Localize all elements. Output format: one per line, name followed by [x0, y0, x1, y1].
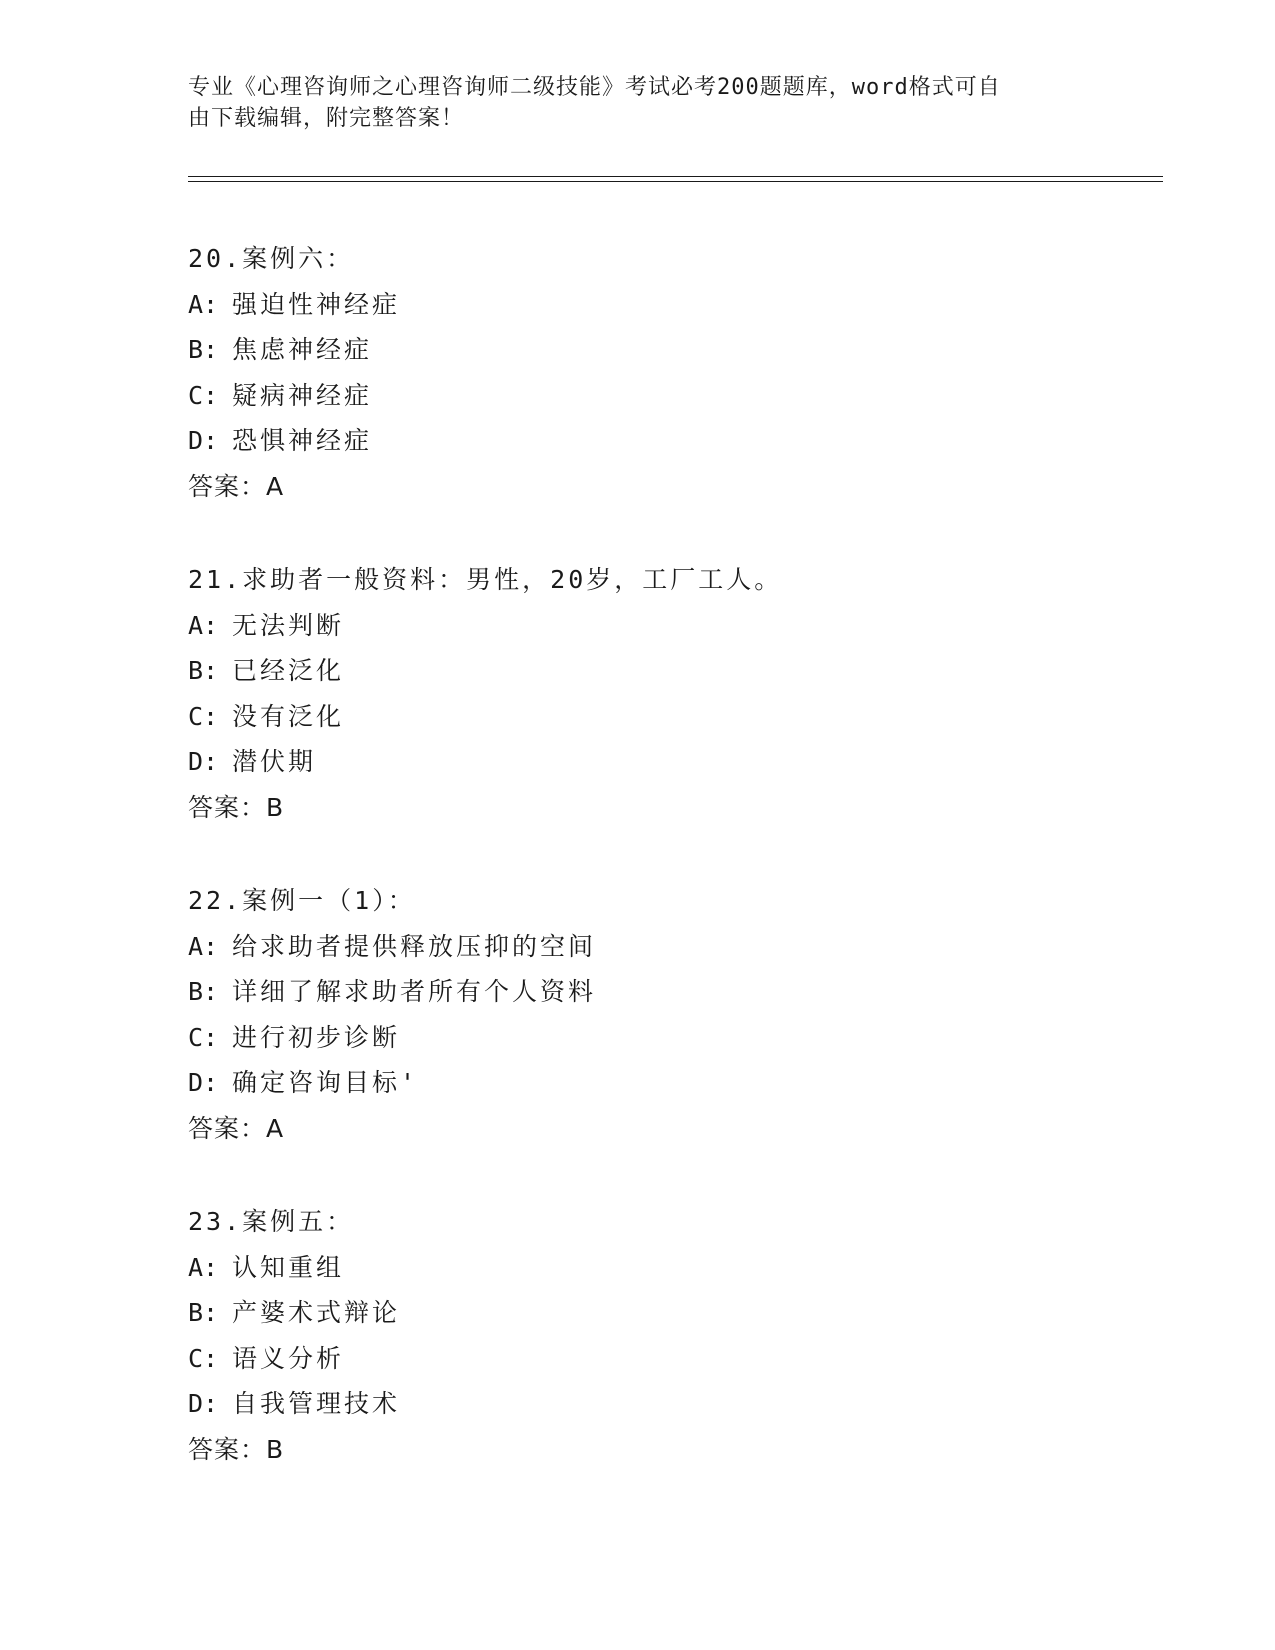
option-c [188, 1336, 1088, 1382]
question-stem: 21.求助者一般资料：男性，20岁，工厂工人。 [188, 565, 783, 594]
header-divider-bottom [188, 181, 1163, 182]
option-b [188, 327, 1088, 373]
header-line-2: 由下载编辑，附完整答案！ [188, 106, 465, 131]
option-b [188, 648, 1088, 694]
answer-line: 答案：B [188, 1434, 285, 1464]
option-tag: C: [188, 1343, 219, 1373]
option-a [188, 603, 1088, 649]
option-c [188, 1015, 1088, 1061]
header-line-1: 专业《心理咨询师之心理咨询师二级技能》考试必考200题题库，word格式可自 [188, 75, 1001, 100]
option-text: 给求助者提供释放压抑的空间 [232, 931, 597, 961]
question-block [188, 557, 1088, 830]
answer-line: 答案：A [188, 471, 285, 501]
header-divider-top [188, 176, 1163, 177]
option-tag: B: [188, 977, 219, 1006]
option-text: 强迫性神经症 [232, 289, 401, 319]
option-text: 潜伏期 [232, 747, 317, 776]
question-block [188, 1199, 1088, 1472]
option-c [188, 373, 1088, 419]
option-tag: C: [188, 701, 219, 731]
option-tag: A: [188, 1252, 219, 1282]
option-text: 无法判断 [232, 610, 345, 640]
option-tag: D: [188, 1389, 219, 1418]
option-tag: D: [188, 747, 219, 776]
option-text: 语义分析 [232, 1343, 345, 1373]
option-tag: A: [188, 610, 219, 640]
document-header [188, 72, 1068, 134]
option-a [188, 282, 1088, 328]
option-a [188, 1245, 1088, 1291]
question-block [188, 236, 1088, 509]
question-stem: 20.案例六： [188, 244, 355, 273]
option-text: 焦虑神经症 [232, 335, 373, 364]
option-text: 确定咨询目标' [232, 1068, 419, 1097]
option-text: 疑病神经症 [232, 380, 373, 410]
option-text: 没有泛化 [232, 701, 345, 731]
option-text: 产婆术式辩论 [232, 1298, 401, 1327]
answer-line: 答案：B [188, 792, 285, 822]
option-tag: B: [188, 656, 219, 685]
option-d [188, 1060, 1088, 1106]
answer-line: 答案：A [188, 1113, 285, 1143]
option-tag: B: [188, 1298, 219, 1327]
question-stem: 23.案例五： [188, 1207, 355, 1236]
option-tag: B: [188, 335, 219, 364]
option-tag: D: [188, 1068, 219, 1097]
option-tag: D: [188, 426, 219, 455]
option-tag: A: [188, 931, 219, 961]
option-text: 恐惧神经症 [232, 426, 373, 455]
option-tag: C: [188, 380, 219, 410]
option-tag: C: [188, 1022, 219, 1052]
option-text: 认知重组 [232, 1252, 345, 1282]
option-d [188, 1381, 1088, 1427]
option-text: 已经泛化 [232, 656, 345, 685]
option-b [188, 969, 1088, 1015]
option-text: 进行初步诊断 [232, 1022, 401, 1052]
option-d [188, 418, 1088, 464]
option-b [188, 1290, 1088, 1336]
option-c [188, 694, 1088, 740]
option-a [188, 924, 1088, 970]
question-block [188, 878, 1088, 1151]
question-stem: 22.案例一（1）： [188, 886, 416, 915]
option-d [188, 739, 1088, 785]
option-text: 详细了解求助者所有个人资料 [232, 977, 597, 1006]
option-tag: A: [188, 289, 219, 319]
option-text: 自我管理技术 [232, 1389, 401, 1418]
